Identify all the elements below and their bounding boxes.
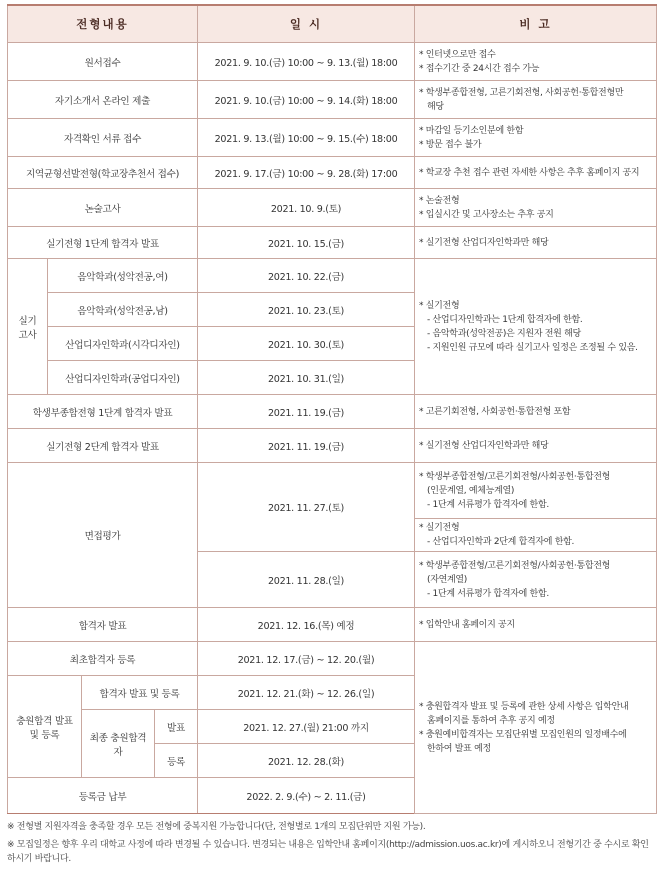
row-date: 2021. 12. 17.(금) ~ 12. 20.(월) (198, 642, 415, 676)
text-line: * 논술전형 (419, 195, 460, 206)
table-row (8, 608, 657, 642)
row-date: 2021. 10. 31.(일) (198, 361, 415, 395)
text-line: * 접수기간 중 24시간 접수 가능 (419, 63, 540, 74)
row-date: 2021. 11. 19.(금) (198, 395, 415, 429)
text-line: * 마감일 등기소인분에 한함 (419, 125, 524, 136)
row-date: 2021. 10. 23.(토) (198, 293, 415, 327)
text-line: * 충원예비합격자는 모집단위별 모집인원의 일정배수에 (419, 729, 627, 740)
row-date: 2021. 10. 30.(토) (198, 327, 415, 361)
row-date: 2022. 2. 9.(수) ~ 2. 11.(금) (198, 778, 415, 814)
text-line: * 입실시간 및 고사장소는 추후 공지 (419, 209, 554, 220)
final-additional-label: 최종 충원합격자 (82, 710, 155, 778)
text-line: - 1단계 서류평가 합격자에 한함. (427, 499, 549, 510)
text-line: * 실기전형 (419, 300, 460, 311)
row-date: 2021. 9. 17.(금) 10:00 ~ 9. 28.(화) 17:00 (198, 157, 415, 189)
table-row (8, 189, 657, 227)
text-line: 및 등록 (29, 729, 60, 741)
row-date: 2021. 12. 28.(화) (198, 744, 415, 778)
text-line: 충원합격 발표 (16, 715, 73, 727)
text-line: - 1단계 서류평가 합격자에 한함. (427, 588, 549, 599)
row-notes (415, 429, 657, 463)
row-notes (415, 227, 657, 259)
row-notes (415, 43, 657, 81)
row-notes (415, 189, 657, 227)
table-row (8, 157, 657, 189)
text-line: * 충원합격자 발표 및 등록에 관한 상세 사항은 입학안내 (419, 701, 629, 712)
text-line: - 산업디자인학과 2단계 합격자에 한함. (427, 537, 575, 547)
table-row (8, 395, 657, 429)
row-label: 등록금 납부 (8, 778, 198, 814)
text-line: * 실기전형 산업디자인학과만 해당 (419, 440, 549, 451)
interview-notes-a (415, 463, 657, 519)
row-label: 자격확인 서류 접수 (8, 119, 198, 157)
text-line: 홈페이지를 통하여 추후 공지 예정 (427, 715, 555, 726)
row-date: 2021. 11. 19.(금) (198, 429, 415, 463)
row-label: 음악학과(성악전공,여) (48, 259, 198, 293)
text-line: * 학생부종합전형/고른기회전형/사회공헌·통합전형 (419, 471, 611, 482)
interview-date-1: 2021. 11. 27.(토) (198, 463, 415, 552)
table-row (8, 81, 657, 119)
text-line: (인문계열, 예체능계열) (427, 485, 515, 496)
header-content: 전형내용 (8, 5, 198, 43)
table-row (8, 227, 657, 259)
table-row (8, 429, 657, 463)
text-line: * 실기전형 (419, 523, 460, 533)
text-line: - 음악학과(성악전공)은 지원자 전원 해당 (427, 328, 581, 339)
row-notes (415, 157, 657, 189)
row-date: 2021. 9. 10.(금) 10:00 ~ 9. 14.(화) 18:00 (198, 81, 415, 119)
text-line: * 방문 접수 불가 (419, 139, 482, 150)
text-line: * 고른기회전형, 사회공헌·통합전형 포함 (419, 406, 571, 417)
text-line: - 산업디자인학과는 1단계 합격자에 한함. (427, 314, 583, 325)
row-label: 논술고사 (8, 189, 198, 227)
row-label: 발표 (155, 710, 198, 744)
header-notes: 비 고 (415, 5, 657, 43)
row-label: 합격자 발표 (8, 608, 198, 642)
row-notes (415, 119, 657, 157)
row-label: 산업디자인학과(공업디자인) (48, 361, 198, 395)
text-line: 고사 (18, 329, 37, 341)
interview-date-2: 2021. 11. 28.(일) (198, 552, 415, 608)
row-notes (415, 608, 657, 642)
text-line: (자연계열) (427, 574, 467, 585)
row-label: 지역균형선발전형(학교장추천서 접수) (8, 157, 198, 189)
row-notes (415, 395, 657, 429)
row-label: 학생부종합전형 1단계 합격자 발표 (8, 395, 198, 429)
footnote: ※ 전형별 지원자격을 충족할 경우 모든 전형에 중복지원 가능합니다(단, 전형별로 1개의 모집단위만 지원 가능). (7, 822, 426, 832)
practical-group-label (8, 259, 48, 395)
row-label: 합격자 발표 및 등록 (82, 676, 198, 710)
table-header-row (8, 5, 657, 43)
row-label: 실기전형 1단계 합격자 발표 (8, 227, 198, 259)
practical-notes (415, 259, 657, 395)
text-line: 실기 (18, 315, 37, 327)
table-row (8, 119, 657, 157)
text-line: * 입학안내 홈페이지 공지 (419, 619, 515, 630)
text-line: 해당 (427, 101, 444, 112)
row-date: 2021. 10. 22.(금) (198, 259, 415, 293)
table-row (8, 259, 657, 293)
table-row (8, 642, 657, 676)
text-line: * 실기전형 산업디자인학과만 해당 (419, 237, 549, 248)
additional-admission-notes (415, 642, 657, 814)
text-line: * 인터넷으로만 접수 (419, 49, 496, 60)
row-label: 자기소개서 온라인 제출 (8, 81, 198, 119)
row-date: 2021. 9. 13.(월) 10:00 ~ 9. 15.(수) 18:00 (198, 119, 415, 157)
row-date: 2021. 9. 10.(금) 10:00 ~ 9. 13.(월) 18:00 (198, 43, 415, 81)
row-label: 최초합격자 등록 (8, 642, 198, 676)
row-date: 2021. 12. 16.(목) 예정 (198, 608, 415, 642)
row-label: 실기전형 2단계 합격자 발표 (8, 429, 198, 463)
row-date: 2021. 10. 9.(토) (198, 189, 415, 227)
table-row (8, 463, 657, 519)
row-date: 2021. 12. 27.(월) 21:00 까지 (198, 710, 415, 744)
row-label: 음악학과(성악전공,남) (48, 293, 198, 327)
header-date: 일 시 (198, 5, 415, 43)
text-line: * 학생부종합전형, 고른기회전형, 사회공헌·통합전형만 (419, 87, 624, 98)
footnote: ※ 모집일정은 향후 우리 대학교 사정에 따라 변경될 수 있습니다. 변경되는 내용은 입학안내 홈페이지(http://admission.uos.ac.kr)에 게시하오니 전형기간 중 수시로 확인하시기 바랍니다. (7, 840, 649, 864)
table-row (8, 43, 657, 81)
text-line: * 학생부종합전형/고른기회전형/사회공헌·통합전형 (419, 560, 611, 571)
row-label: 등록 (155, 744, 198, 778)
text-line: - 지원인원 규모에 따라 실기고사 일정은 조정될 수 있음. (427, 342, 638, 353)
text-line: 한하여 발표 예정 (427, 743, 491, 754)
row-label: 산업디자인학과(시각디자인) (48, 327, 198, 361)
row-label: 원서접수 (8, 43, 198, 81)
text-line: * 학교장 추천 접수 관련 자세한 사항은 추후 홈페이지 공지 (419, 167, 640, 178)
row-notes (415, 81, 657, 119)
additional-group-label (8, 676, 82, 778)
footnotes (7, 820, 656, 870)
schedule-table (7, 4, 657, 814)
row-date: 2021. 12. 21.(화) ~ 12. 26.(일) (198, 676, 415, 710)
interview-notes-c (415, 552, 657, 608)
interview-label: 면접평가 (8, 463, 198, 608)
interview-notes-b (415, 519, 657, 552)
row-date: 2021. 10. 15.(금) (198, 227, 415, 259)
